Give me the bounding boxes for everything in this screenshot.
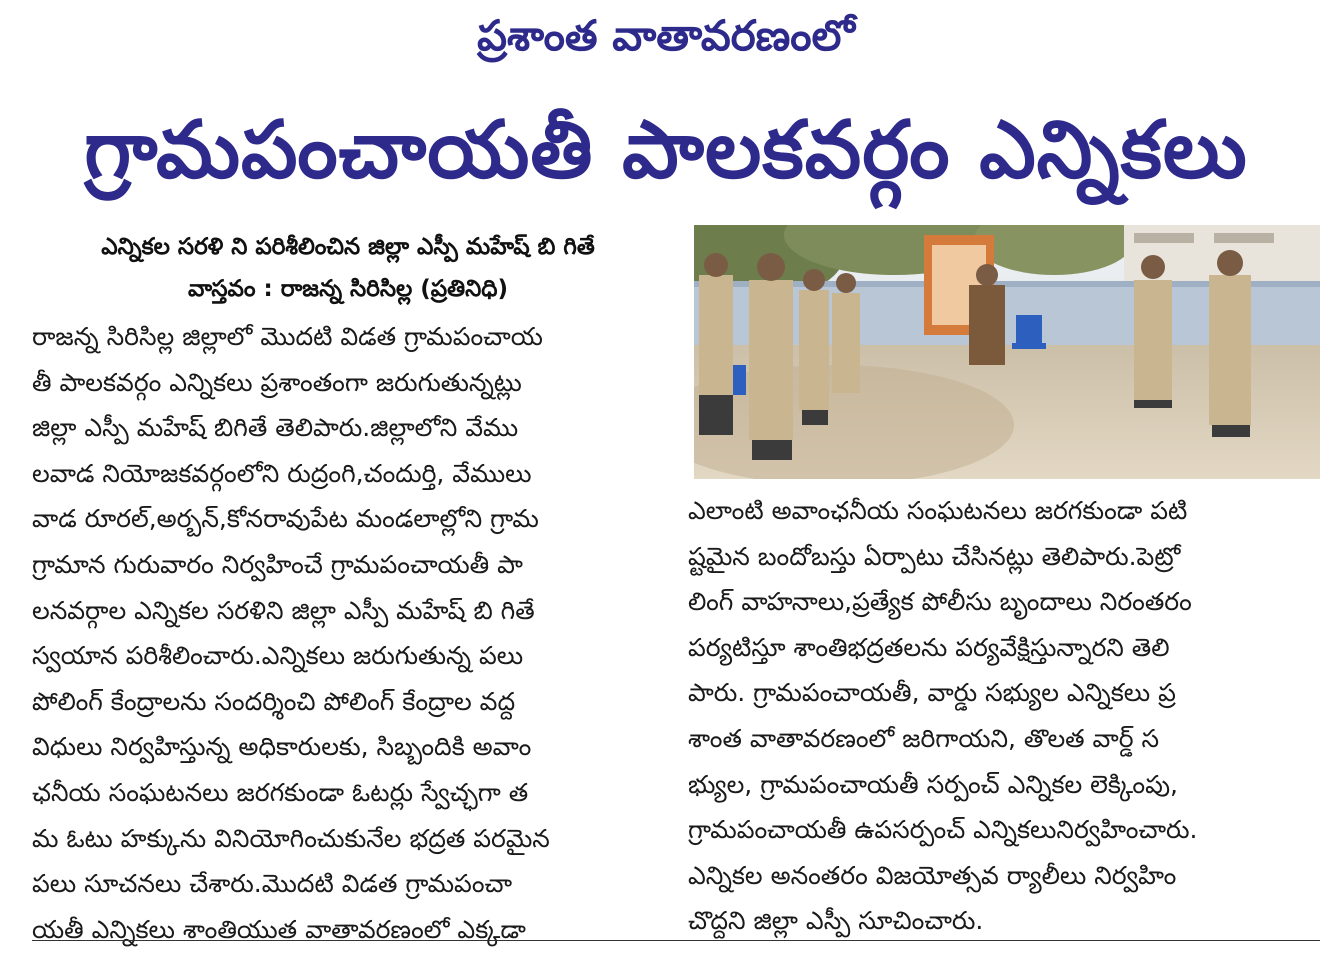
article-line: పారు. గ్రామపంచాయతీ, వార్డు సభ్యుల ఎన్నికలు ప్ర: [688, 678, 1176, 708]
article-line: లవాడ నియోజకవర్గంలోని రుద్రంగి,చందుర్తి, వేములు: [32, 458, 532, 488]
article-line: పోలింగ్ కేంద్రాలను సందర్శించి పోలింగ్ కేంద్రాల వద్ద: [32, 686, 516, 716]
article-line: పర్యటిస్తూ శాంతిభద్రతలను పర్యవేక్షిస్తున్నారని తెలి: [688, 632, 1170, 662]
article-line: గ్రామాన గురువారం నిర్వహించే గ్రామపంచాయతీ పా: [32, 549, 523, 579]
article-line: లింగ్ వాహనాలు,ప్రత్యేక పోలీసు బృందాలు నిరంతరం: [688, 587, 1192, 617]
article-column-right: [688, 488, 1310, 944]
article-column-left: [32, 314, 664, 952]
article-line: ఎలాంటి అవాంఛనీయ సంఘటనలు జరగకుండా పటి: [688, 496, 1188, 525]
byline-subtitle: ఎన్నికల సరళి ని పరిశీలించిన జిల్లా ఎస్పీ మహేష్ బి గితే: [101, 234, 595, 260]
article-line: స్వయాన పరిశీలించారు.ఎన్నికలు జరుగుతున్న పలు: [32, 641, 524, 671]
article-line: చొద్దని జిల్లా ఎస్పీ సూచించారు.: [688, 906, 984, 936]
byline: [32, 226, 664, 310]
byline-dateline: వాస్తవం : రాజన్న సిరిసిల్ల (ప్రతినిధి): [187, 276, 509, 302]
article-line: గ్రామపంచాయతీ ఉపసర్పంచ్ ఎన్నికలునిర్వహించారు.: [688, 815, 1198, 845]
article-line: ఛనీయ సంఘటనలు జరగకుండా ఓటర్లు స్వేచ్ఛగా త: [32, 777, 529, 807]
article-line: భ్యుల, గ్రామపంచాయతీ సర్పంచ్ ఎన్నికల లెక్కింపు,: [688, 769, 1179, 799]
bottom-rule: [32, 940, 1320, 941]
news-photo: [694, 225, 1320, 479]
article-line: ష్టమైన బందోబస్తు ఏర్పాటు చేసినట్లు తెలిపారు.పెట్రో: [688, 541, 1181, 571]
article-line: జిల్లా ఎస్పీ మహేష్ బిగితే తెలిపారు.జిల్లాలోని వేము: [32, 413, 519, 443]
article-line: పలు సూచనలు చేశారు.మొదటి విడత గ్రామపంచా: [32, 869, 513, 899]
article-line: ఎన్నికల అనంతరం విజయోత్సవ ర్యాలీలు నిర్వహిం: [688, 860, 1177, 890]
article-line: తీ పాలకవర్గం ఎన్నికలు ప్రశాంతంగా జరుగుతున్నట్లు: [32, 367, 522, 397]
article-line: రాజన్న సిరిసిల్ల జిల్లాలో మొదటి విడత గ్రామపంచాయ: [32, 322, 543, 351]
article-line: వాడ రూరల్,అర్బన్,కోనరావుపేట మండలాల్లోని గ్రామ: [32, 504, 539, 534]
article-line: విధులు నిర్వహిస్తున్న అధికారులకు, సిబ్బందికి అవాం: [32, 732, 532, 762]
article-line: లనవర్గాల ఎన్నికల సరళిని జిల్లా ఎస్పీ మహేష్ బి గితే: [32, 595, 535, 625]
article-line: యతీ ఎన్నికలు శాంతియుత వాతావరణంలో ఎక్కడా: [32, 914, 526, 944]
headline: గ్రామపంచాయతీ పాలకవర్గం ఎన్నికలు: [84, 103, 1248, 196]
article-line: శాంత వాతావరణంలో జరిగాయని, తొలత వార్డ్ స: [688, 723, 1160, 753]
article-line: మ ఓటు హక్కును వినియోగించుకునేల భద్రత పరమైన: [32, 823, 550, 853]
kicker-heading: ప్రశాంత వాతావరణంలో: [477, 11, 855, 60]
